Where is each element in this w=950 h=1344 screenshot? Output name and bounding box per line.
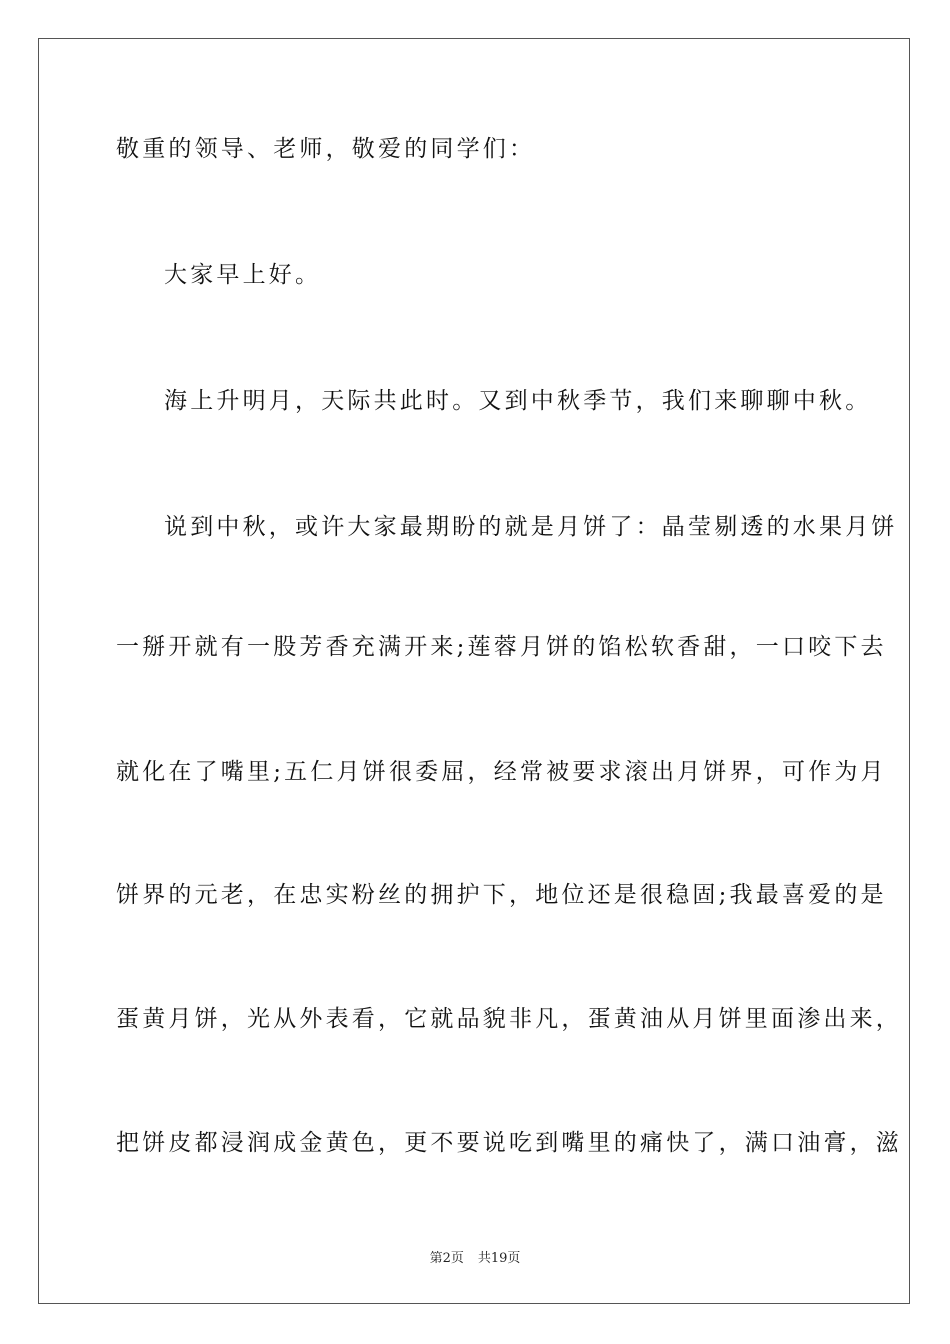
paragraph-line: 饼界的元老，在忠实粉丝的拥护下，地位还是很稳固;我最喜爱的是 xyxy=(116,882,887,908)
salutation-line: 敬重的领导、老师，敬爱的同学们： xyxy=(116,136,536,162)
paragraph-line: 就化在了嘴里;五仁月饼很委屈，经常被要求滚出月饼界，可作为月 xyxy=(116,759,887,785)
paragraph-line: 把饼皮都浸润成金黄色，更不要说吃到嘴里的痛快了，满口油膏，滋 xyxy=(116,1130,902,1156)
paragraph-line: 蛋黄月饼，光从外表看，它就品貌非凡，蛋黄油从月饼里面渗出来， xyxy=(116,1006,902,1032)
paragraph-line: 说到中秋，或许大家最期盼的就是月饼了：晶莹剔透的水果月饼 xyxy=(164,514,898,540)
page-footer xyxy=(0,1247,950,1266)
paragraph-line: 一掰开就有一股芳香充满开来;莲蓉月饼的馅松软香甜，一口咬下去 xyxy=(116,634,887,660)
page-total: 共19页 xyxy=(477,1251,521,1266)
page-frame xyxy=(38,38,910,1304)
greeting-line: 大家早上好。 xyxy=(164,262,322,288)
page-number: 第2页 xyxy=(429,1251,464,1266)
paragraph-line: 海上升明月，天际共此时。又到中秋季节，我们来聊聊中秋。 xyxy=(164,388,872,414)
